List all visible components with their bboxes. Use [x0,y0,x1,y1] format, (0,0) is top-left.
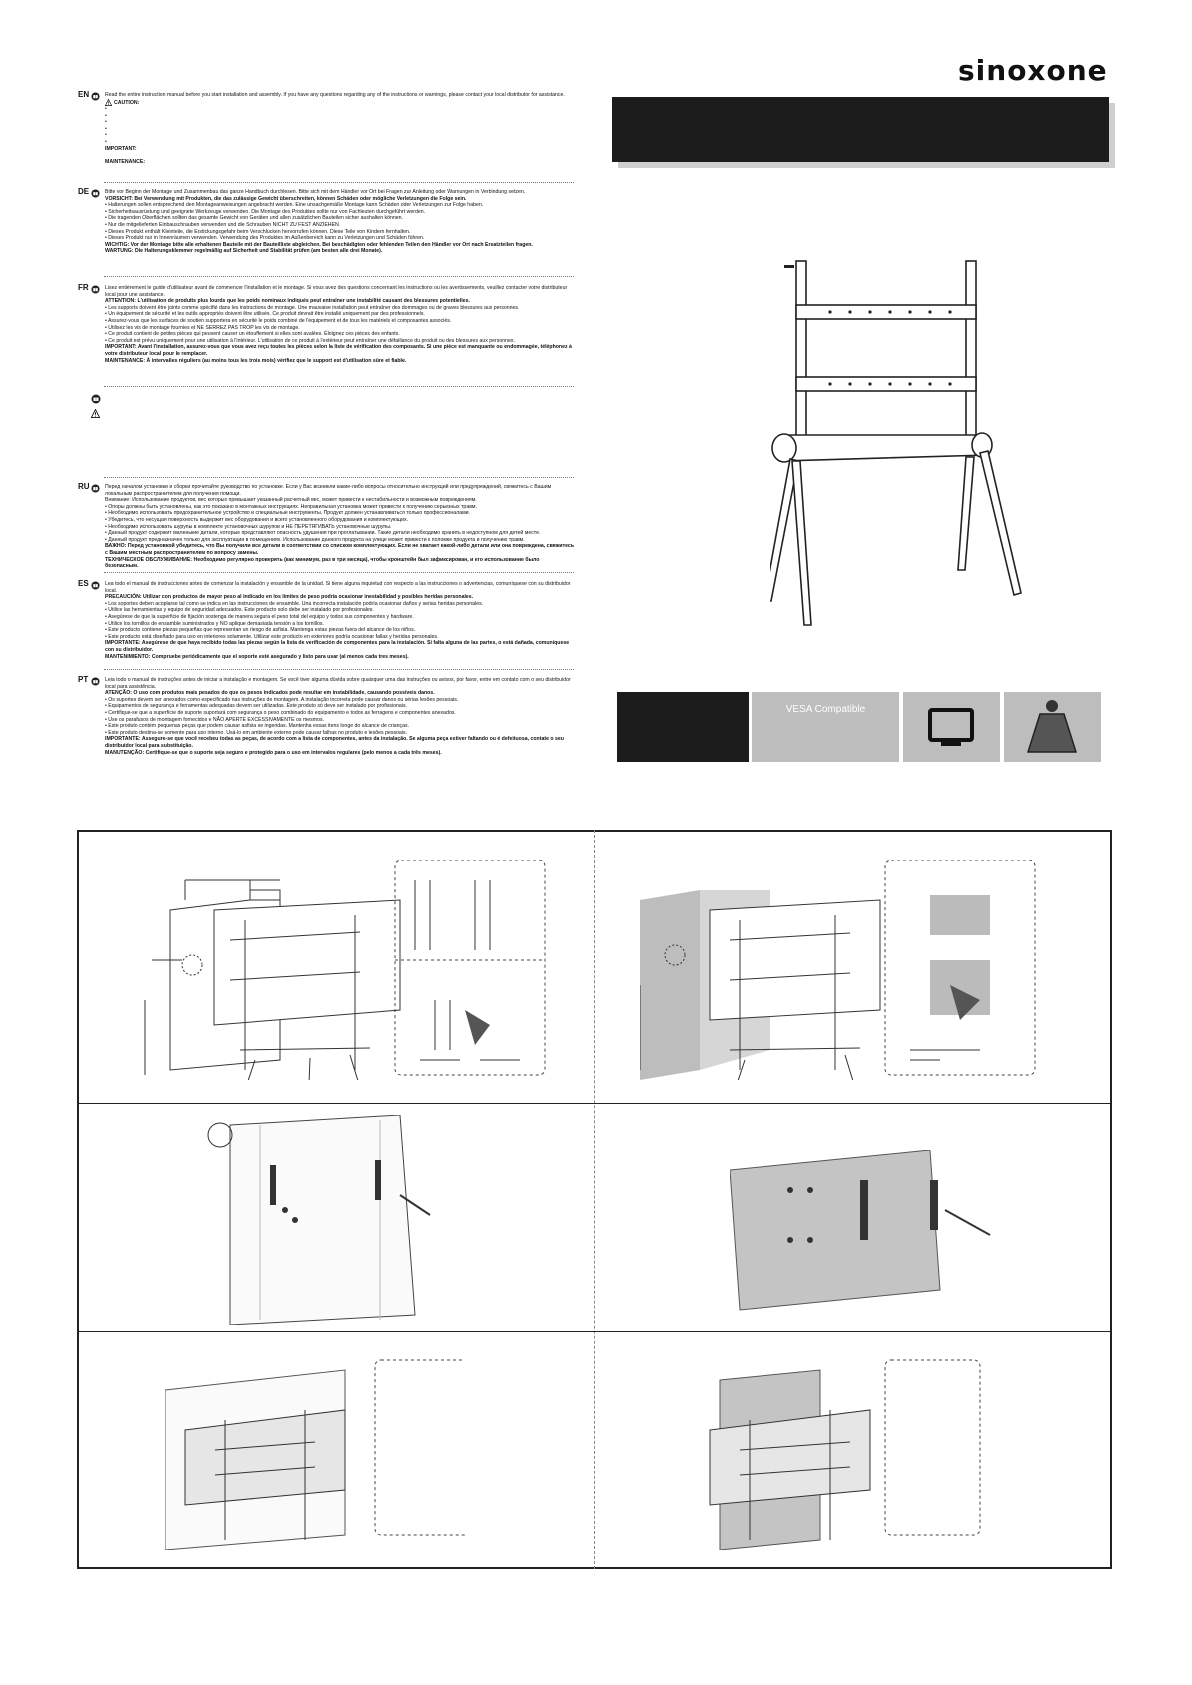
maintenance-heading: MAINTENANCE: [105,158,146,165]
lang-code: ES [78,579,89,588]
instruction-line: • Este producto está diseñado para uso en interiores solamente. Utilizar este producto en exteriores podría ocasionar fallas y heridas personales. [105,633,439,640]
instruction-line: • Les supports doivent être joints comme spécifié dans les instructions de montage. Une mauvaise installation peut entraîner des dommages ou de graves blessures aux personnes. [105,304,520,311]
instruction-line: • Este producto contiene piezas pequeñas que representan un riesgo de asfixia. Mantenga estas piezas fuera del alcance de los niños. [105,627,416,634]
instruction-line: • Необходимо использовать шурупы в комплекте установочных шурупов и НЕ ПЕРЕТЯГИВАТЬ установочные шурупы. [105,523,392,530]
instruction-line: • Необходимо использовать предохранительное устройство и специальные инструменты. Продукт должен устанавливаться только профессионалами. [105,510,470,517]
weight-icon [1004,692,1101,762]
spec-weight-tile [1004,692,1101,762]
instruction-line: MAINTENANCE: À intervalles réguliers (au moins tous les trois mois) vérifiez que le support est d'utilisation sûre et fiable. [105,357,407,364]
instruction-line: IMPORTANT: Avant l'installation, assurez-vous que vous avez reçu toutes les pièces selon la liste de vérification des composants. Si une pièce est manquante ou endommagée, téléphonez à votre distributeur local pour le remplacer. [105,344,572,357]
instruction-line: Lea todo el manual de instrucciones antes de comenzar la instalación y ensamble de la unidad. Si tiene alguna inquietud con respecto a las instrucciones o advertencias, comuníquese con su distribuidor local. [105,581,571,594]
instruction-line: • Опоры должны быть установлены, как это показано в монтажных инструкциях. Неправильная установка может привести к получению серьезных травм. [105,503,477,510]
instruction-line: • Asegúrese de que la superficie de fijación sostenga de manera segura el peso total del equipo y todos sus componentes y hardware. [105,613,414,620]
brand-logo: sinoxone [958,54,1108,87]
instruction-line: • Ce produit contient de petites pièces qui peuvent causer un étouffement si elles sont avalées. Éloignez ces pièces des enfants. [105,331,400,338]
book-icon [91,677,100,686]
instruction-line: • Sicherheitsausrüstung und geeignete Werkzeuge verwenden. Die Montage des Produktes sollte nur von Fachleuten durchgeführt werden. [105,208,426,215]
instruction-line: • Certifique-se que a superfície de suporte suportará com segurança o peso combinado do equipamento e todos as ferragens e componentes anexados. [105,709,456,716]
instruction-line: • Убедитесь, что несущая поверхность выдержит вес оборудования и всего установленного оборудования и комплектующих. [105,516,409,523]
instruction-line: • Equipamentos de segurança e ferramentas adequadas devem ser utilizadas. Este produto só deve ser instalado por profissionais. [105,703,408,710]
instruction-line: ATTENTION: L'utilisation de produits plus lourds que les poids nominaux indiqués peut entraîner une instabilité causant des blessures potentielles. [105,298,470,305]
instruction-line: VORSICHT: Bei Verwendung mit Produkten, die das zulässige Gewicht überschreiten, können Schäden oder mögliche Verletzungen die Folge sein. [105,195,467,202]
lang-block-ru [78,484,574,570]
instruction-line: • Los soportes deben acoplarse tal como se indica en las instrucciones de ensamble. Una incorrecta instalación podría ocasionar daños y serias heridas personales. [105,600,484,607]
instruction-line: • Halterungen sollen entsprechend den Montageanweisungen angebracht werden. Eine unsachgemäße Montage kann Schäden oder Verletzungen zur Folge haben. [105,202,484,209]
tv-stand-illustration [770,255,1030,635]
instruction-line: • Ce produit est prévu uniquement pour une utilisation à l'intérieur. L'utilisation de ce produit à l'extérieur peut entraîner une défaillance du produit ou des blessures aux personnes. [105,337,515,344]
instruction-line: • Assurez-vous que les surfaces de soutien supportera en sécurité le poids combiné de l'équipement et de tous les matériels et composantes associés. [105,317,452,324]
book-icon [91,189,100,198]
lang-block-de [78,189,574,255]
instruction-line: ATENÇÃO: O uso com produtos mais pesados do que os pesos indicados pode resultar em instabilidade, causando possíveis danos. [105,690,435,697]
warning-icon [91,409,100,418]
instruction-line: • Este produto contém pequenas peças que podem causar asfixia se ingeridas. Mantenha essas itens longe do alcance de crianças. [105,723,410,730]
instruction-line: • Utilice las herramientas y equipo de seguridad adecuados. Este producto solo debe ser instalado por profesionales. [105,607,374,614]
step-concrete-wall-panel [640,860,1100,1080]
warning-icon [105,99,112,106]
step-mount-tv-concrete [700,1350,1000,1550]
lang-block-fr [78,285,574,364]
instruction-line: Перед началом установки и сборки прочитайте руководство по установке. Если у Вас возникли какие-либо вопросы относительно инструкций или предупреждений, свяжитесь с Вашим локальным распространителем для получения помощи. [105,484,552,497]
instruction-line: • Este produto destina-se somente para uso interno. Usá-lo em ambiente externo pode causar falhas no produto e lesões pessoais. [105,729,408,736]
lang-block-pt [78,677,574,756]
instruction-line: WICHTIG: Vor der Montage bitte alle erhaltenen Bauteile mit der Bauteilliste abgleichen. Bei beschädigten oder fehlenden Teilen den Händler vor Ort nach Ersatzteilen fragen. [105,241,533,248]
book-icon [91,285,100,294]
spec-vesa-tile [752,692,899,762]
tv-icon [903,692,1000,762]
instruction-line: Leia todo o manual de instruções antes de iniciar a instalação e montagem. Se você tiver alguma dúvida sobre quaisquer uma das instruções ou avisos, por favor, entre em contato com o seu distribuidor local para assistência. [105,677,571,690]
step-attach-brackets-concrete [730,1150,1030,1320]
step-wood-wall-panel [130,860,560,1080]
title-banner [612,97,1109,162]
book-icon [91,484,100,493]
instruction-line: ТЕХНИЧЕСКОЕ ОБСЛУЖИВАНИЕ: Необходимо регулярно проверять (как минимум, раз в три месяца), чтобы кронштейн был зафиксирован, и его использование было безопасным. [105,556,540,570]
caution-heading: CAUTION: [114,99,140,106]
instruction-line: MANUTENÇÃO: Certifique-se que o suporte seja seguro e protegido para o uso em intervalos regulares (pelo menos a cada três meses). [105,749,442,756]
instruction-line: • Данный продукт предназначен только для эксплуатации в помещениях. Использование данного продукта на улице может привести к поломке продукта и получению травм. [105,536,525,543]
vesa-label: VESA Compatible [785,704,866,715]
instruction-line: ВАЖНО: Перед установкой убедитесь, что Вы получили все детали в соответствии со списком комплектующих. Если не хватает какой-либо детали или она повреждена, свяжитесь с Вашим местным распространителем по вопросу замены. [105,543,575,556]
instruction-line: IMPORTANTE: Asegúrese de que haya recibido todas las piezas según la lista de verificación de componentes para la instalación. Si falta alguna de las partes, o está dañada, comuníquese con su distribuidor. [105,640,570,653]
lang-code: DE [78,187,90,196]
instruction-line: MANTENIMIENTO: Compruebe periódicamente que el soporte esté asegurado y listo para usar (al menos cada tres meses). [105,653,409,660]
instruction-line: • Dieses Produkt nur in Innenräumen verwenden. Verwendung des Produktes im Außenbereich kann zu Verletzungen und Schäden führen. [105,235,425,242]
instruction-line: • Use os parafusos de montagem fornecidos e NÃO APERTE EXCESSIVAMENTE os mesmos. [105,716,325,723]
instruction-line: PRECAUCIÓN: Utilizar con productos de mayor peso al indicado en los límites de peso podría ocasionar inestabilidad y posibles heridas personales. [105,594,474,601]
instruction-line: Bitte vor Beginn der Montage und Zusammenbau das ganze Handbuch durchlesen. Bitte sich mit dem Händler vor Ort bei Fragen zur Anleitung oder Warnungen in Verbindung setzen. [105,189,526,195]
instruction-line: Внимание: Использование продуктов, вес которых превышает указанный расчетный вес, может привести к нестабильности и возможным повреждениям. [105,497,477,504]
lang-intro: Read the entire instruction manual before you start installation and assembly. If you have any questions regarding any of the instructions or warnings, please contact your local distributor for assistance. [105,92,565,98]
step-attach-brackets-wood [200,1115,570,1325]
lang-block-en: EN Read the entire instruction manual before you start installation and assembly. If you have any questions regarding any of the instructions or warnings, please contact your local distributor for assistance. CAUTION: • • • • • • IMPORTANT: MAINTENANCE: [78,92,574,165]
lang-code: RU [78,482,90,491]
lang-code: PT [78,675,89,684]
instruction-line: WARTUNG: Die Halterungsklemmer regelmäßig auf Sicherheit und Stabilität prüfen (am besten alle drei Monate). [105,248,383,255]
lang-block-es [78,581,574,660]
step-mount-tv-wood [165,1350,465,1550]
lang-code: FR [78,283,89,292]
instruction-line: • Nur die mitgelieferten Einbauschrauben verwenden und die Schrauben NICHT ZU FEST ANZIEHEN. [105,221,341,228]
instruction-line: IMPORTANTE: Assegure-se que você recebeu todas as peças, de acordo com a lista de componentes, antes da instalação. Se alguma peça estiver faltando ou é defeituosa, contate o seu distribuidor local para substituição. [105,736,564,749]
instruction-line: • Die tragenden Oberflächen sollten das gesamte Gewicht von Geräten und allen zusätzlichen Bauteilen sicher aushalten können. [105,215,403,222]
instruction-line: • Os suportes devem ser anexados como especificado nas instruções de montagem. A instalação incorreta pode causar danos ou sérias lesões pessoais. [105,696,459,703]
book-icon [91,92,100,101]
lang-code: EN [78,90,90,99]
spec-dark-tile [617,692,749,762]
instruction-line: • Un équipement de sécurité et les outils appropriés doivent être utilisés. Ce produit devrait être installé uniquement par des professionnels. [105,311,425,318]
instruction-line: • Dieses Produkt enthält Kleinteile, die Erstickungsgefahr beim Verschlucken hervorrufen können. Diese Teile von Kindern fernhalten. [105,228,411,235]
book-icon [91,394,101,404]
book-icon [91,581,100,590]
instruction-line: • Utilisez les vis de montage fournies et NE SERREZ PAS TROP les vis de montage. [105,324,300,331]
instruction-line: • Utilice los tornillos de ensamble suministrados y NO aplique demasiada tensión a los tornillos. [105,620,324,627]
important-heading: IMPORTANT: [105,145,137,152]
spec-tv-tile [903,692,1000,762]
instruction-line: Lisez entièrement le guide d'utilisateur avant de commencer l'installation et le montage. Si vous avez des questions concernant les instructions ou les avertissements, veuillez contacter votre distributeur local pour une assistance. [105,285,568,298]
instruction-line: • Данный продукт содержит маленькие детали, которые представляют опасность удушения при проглатывании. Такие детали необходимо хранить в недоступном для детей месте. [105,530,541,537]
